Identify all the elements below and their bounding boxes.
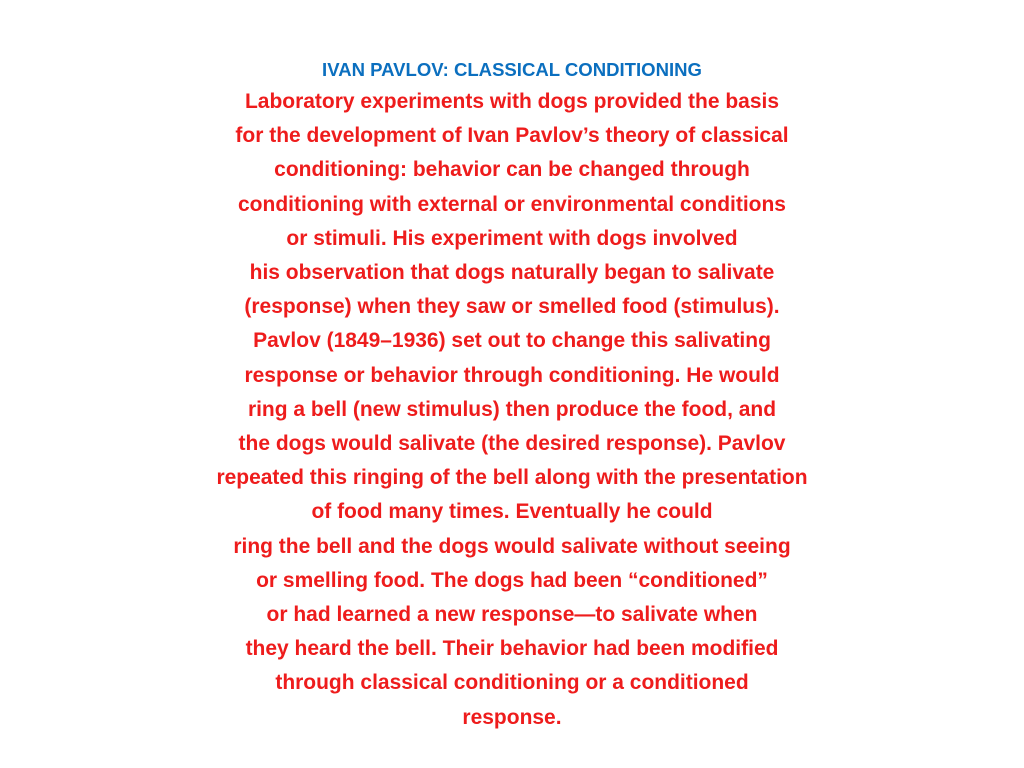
body-line: response. (462, 705, 562, 729)
body-line: of food many times. Eventually he could (311, 500, 713, 524)
body-line: they heard the bell. Their behavior had been modified (245, 637, 779, 661)
body-line: the dogs would salivate (the desired response). Pavlov (238, 432, 786, 456)
body-line: Laboratory experiments with dogs provided the basis (244, 90, 780, 113)
body-line: ring a bell (new stimulus) then produce the food, and (247, 397, 777, 421)
body-line: ring the bell and the dogs would salivate without seeing (233, 534, 791, 558)
body-line: or had learned a new response—to salivate when (266, 603, 758, 627)
body-line: his observation that dogs naturally began to salivate (249, 261, 775, 285)
body-line: (response) when they saw or smelled food (stimulus). (244, 295, 780, 319)
body-line: repeated this ringing of the bell along with the presentation (216, 466, 808, 490)
body-line: response or behavior through conditioning. He would (244, 363, 780, 387)
body-line: through classical conditioning or a conditioned (275, 671, 749, 695)
slide-body (0, 85, 1024, 735)
body-line: Pavlov (1849–1936) set out to change this salivating (253, 329, 771, 353)
slide-title: IVAN PAVLOV: CLASSICAL CONDITIONING (322, 59, 702, 80)
body-line: for the development of Ivan Pavlov’s theory of classical (235, 124, 789, 148)
body-line: or stimuli. His experiment with dogs involved (286, 226, 738, 250)
body-line: conditioning: behavior can be changed through (274, 158, 750, 182)
body-line: or smelling food. The dogs had been “conditioned” (256, 568, 768, 592)
body-line: conditioning with external or environmental conditions (238, 192, 786, 216)
